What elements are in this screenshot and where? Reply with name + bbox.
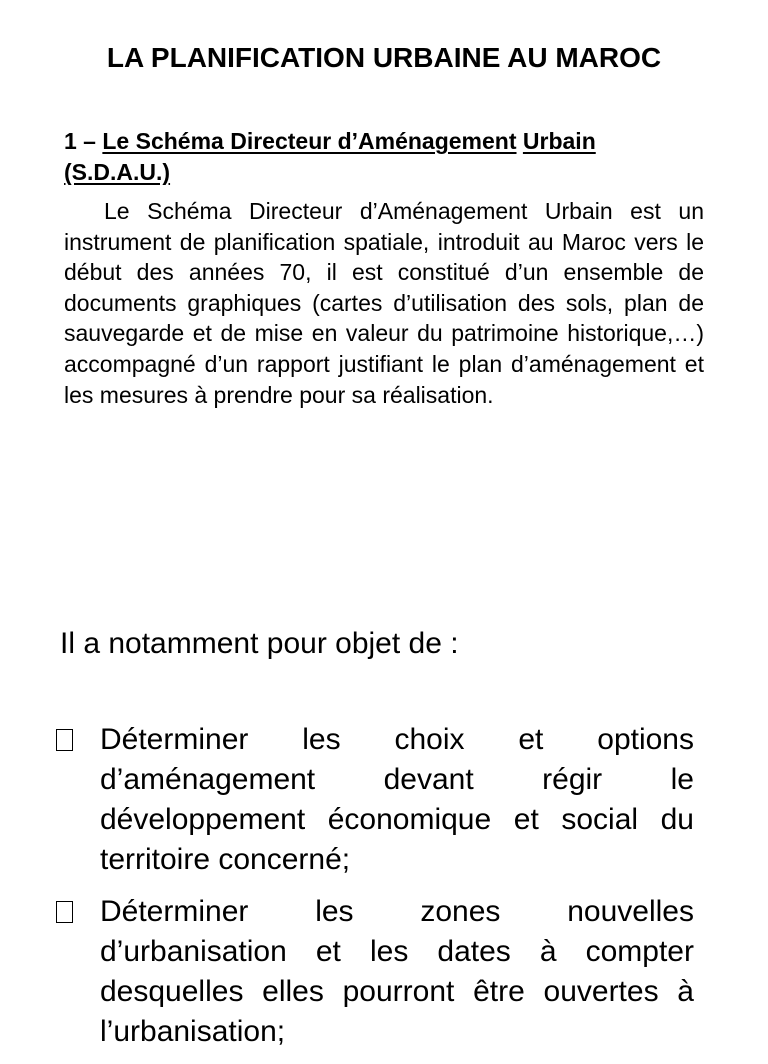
section-title-part2: Urbain [522,128,596,154]
list-item-text: Déterminer les choix et options d’aménagement devant régir le développement économique et social du territoire concerné; [100,723,694,876]
section-title-abbreviation: (S.D.A.U.) [64,159,171,185]
list-item-text: Déterminer les zones nouvelles d’urbanisation et les dates à compter desquelles elles pourront être ouvertes à l’urbanisation; [100,895,694,1048]
section-number: 1 – [64,128,96,154]
square-bullet-icon [56,901,73,923]
square-bullet-icon [56,729,73,751]
section-heading [64,126,704,188]
objectives-list [54,720,694,1064]
section-paragraph: Le Schéma Directeur d’Aménagement Urbain est un instrument de planification spatiale, introduit au Maroc vers le début des années 70, il est constitué d’un ensemble de documents graphiques (cartes d’utilisation des sols, plan de sauvegarde et de mise en valeur du patrimoine historique,…) accompagné d’un rapport justifiant le plan d’aménagement et les mesures à prendre pour sa réalisation. [64,198,704,408]
list-item [54,892,694,1052]
objectives-intro: Il a notamment pour objet de : [60,627,459,660]
page-title: LA PLANIFICATION URBAINE AU MAROC [106,42,662,73]
list-item [54,720,694,880]
section-title-part1: Le Schéma Directeur d’Aménagement [102,128,517,154]
